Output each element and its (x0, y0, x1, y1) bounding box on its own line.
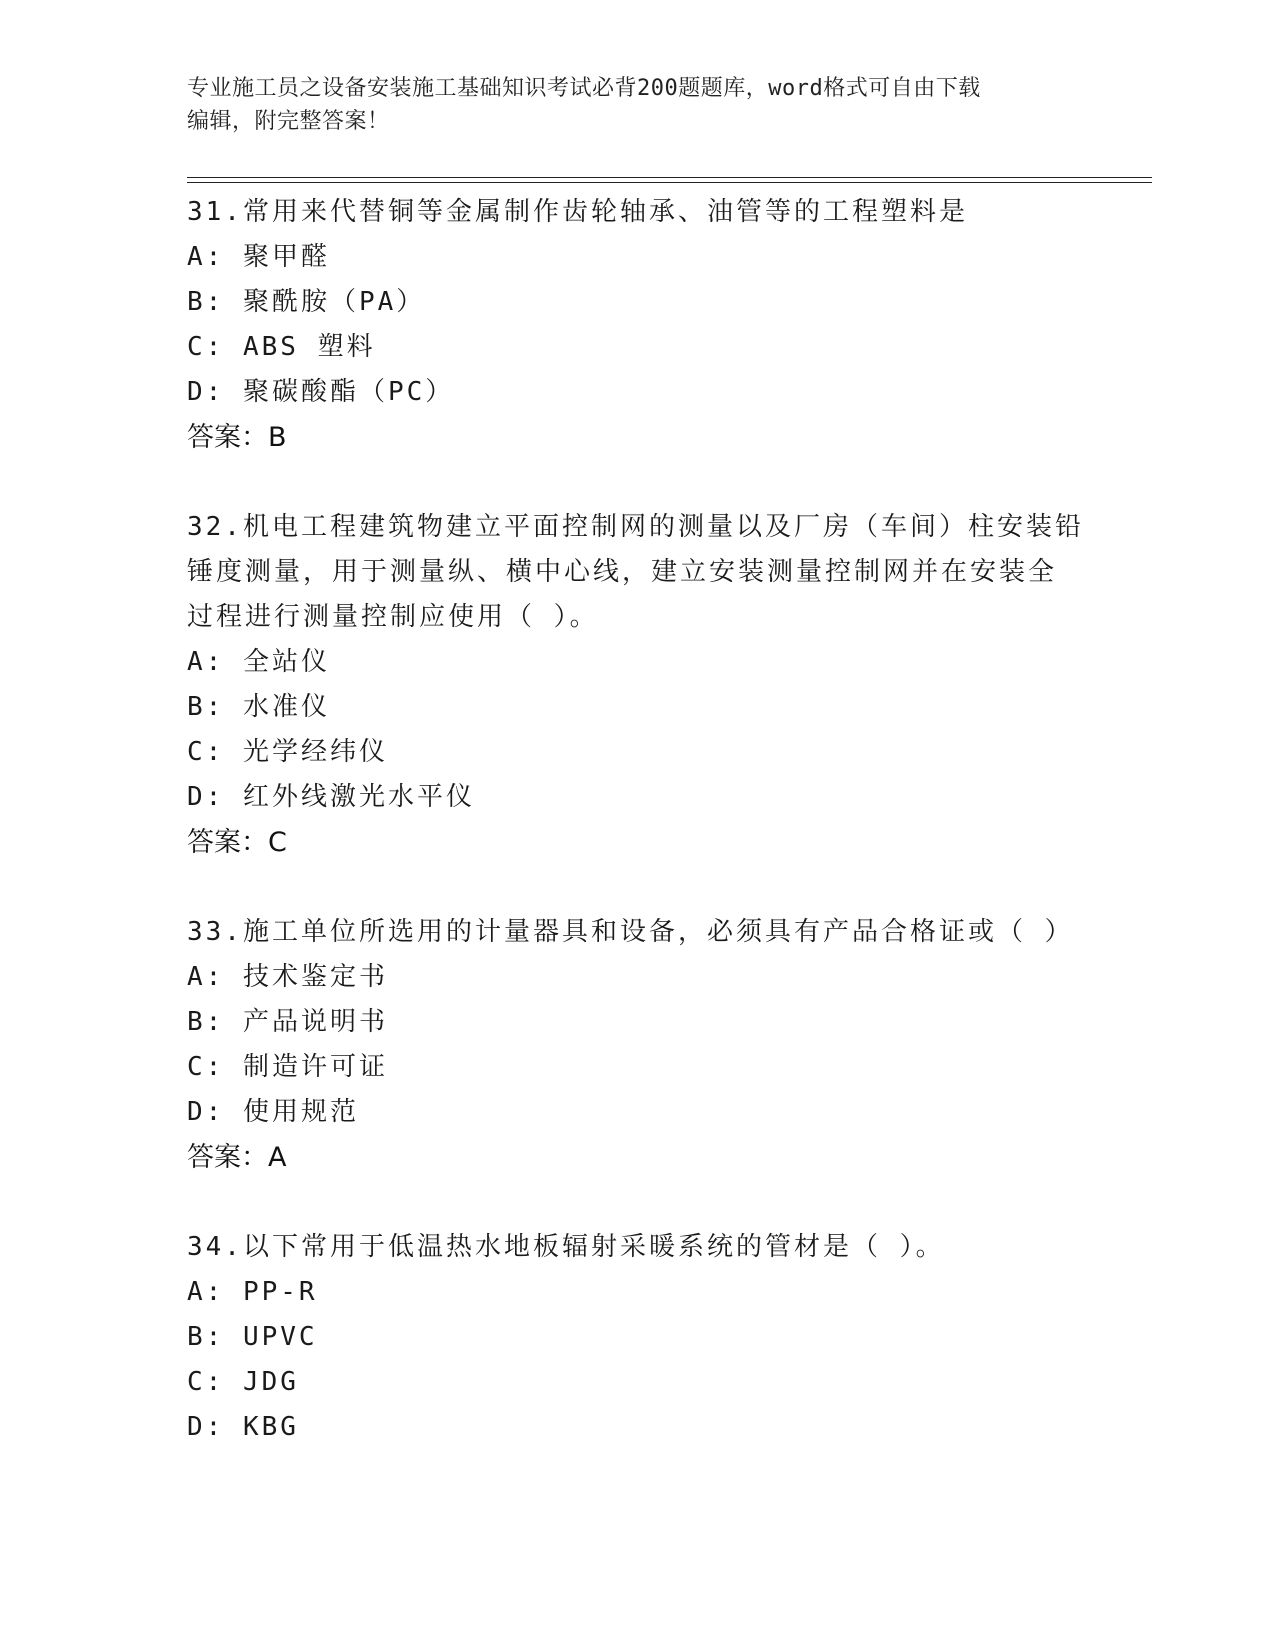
question-stem-line-1: 32.机电工程建筑物建立平面控制网的测量以及厂房（车间）柱安装铅 (187, 512, 1084, 542)
question-list (187, 190, 1087, 1494)
question-34 (187, 1225, 1087, 1450)
header-line-1: 专业施工员之设备安装施工基础知识考试必背200题题库，word格式可自由下载 (187, 76, 981, 101)
option-c: C: JDG (187, 1367, 299, 1397)
header-divider-bottom (187, 182, 1152, 183)
option-d: D: 红外线激光水平仪 (187, 782, 475, 812)
option-a: A: 技术鉴定书 (187, 962, 388, 992)
header-divider-top (187, 177, 1152, 178)
option-a: A: 全站仪 (187, 647, 330, 677)
option-d: D: 使用规范 (187, 1097, 359, 1127)
option-a: A: 聚甲醛 (187, 242, 330, 272)
header-line-2: 编辑，附完整答案！ (187, 109, 390, 134)
option-b: B: 聚酰胺（PA） (187, 287, 426, 317)
answer-label: 答案：B (187, 422, 287, 453)
document-header (187, 72, 1087, 138)
question-33 (187, 910, 1087, 1181)
answer-label: 答案：A (187, 1142, 287, 1173)
question-stem-line-3: 过程进行测量控制应使用（ ）。 (187, 602, 599, 632)
option-d: D: KBG (187, 1412, 299, 1442)
question-31 (187, 190, 1087, 461)
option-d: D: 聚碳酸酯（PC） (187, 377, 455, 407)
option-c: C: ABS 塑料 (187, 332, 376, 362)
question-stem: 31.常用来代替铜等金属制作齿轮轴承、油管等的工程塑料是 (187, 197, 968, 227)
question-stem: 34.以下常用于低温热水地板辐射采暖系统的管材是（ ）。 (187, 1232, 945, 1262)
option-b: B: UPVC (187, 1322, 318, 1352)
answer-label: 答案：C (187, 827, 287, 858)
option-b: B: 水准仪 (187, 692, 330, 722)
option-b: B: 产品说明书 (187, 1007, 388, 1037)
option-c: C: 光学经纬仪 (187, 737, 388, 767)
option-a: A: PP-R (187, 1277, 318, 1307)
question-stem-line-2: 锤度测量，用于测量纵、横中心线，建立安装测量控制网并在安装全 (187, 557, 1058, 587)
question-stem: 33.施工单位所选用的计量器具和设备，必须具有产品合格证或（ ） (187, 917, 1074, 947)
question-32 (187, 505, 1087, 866)
option-c: C: 制造许可证 (187, 1052, 388, 1082)
